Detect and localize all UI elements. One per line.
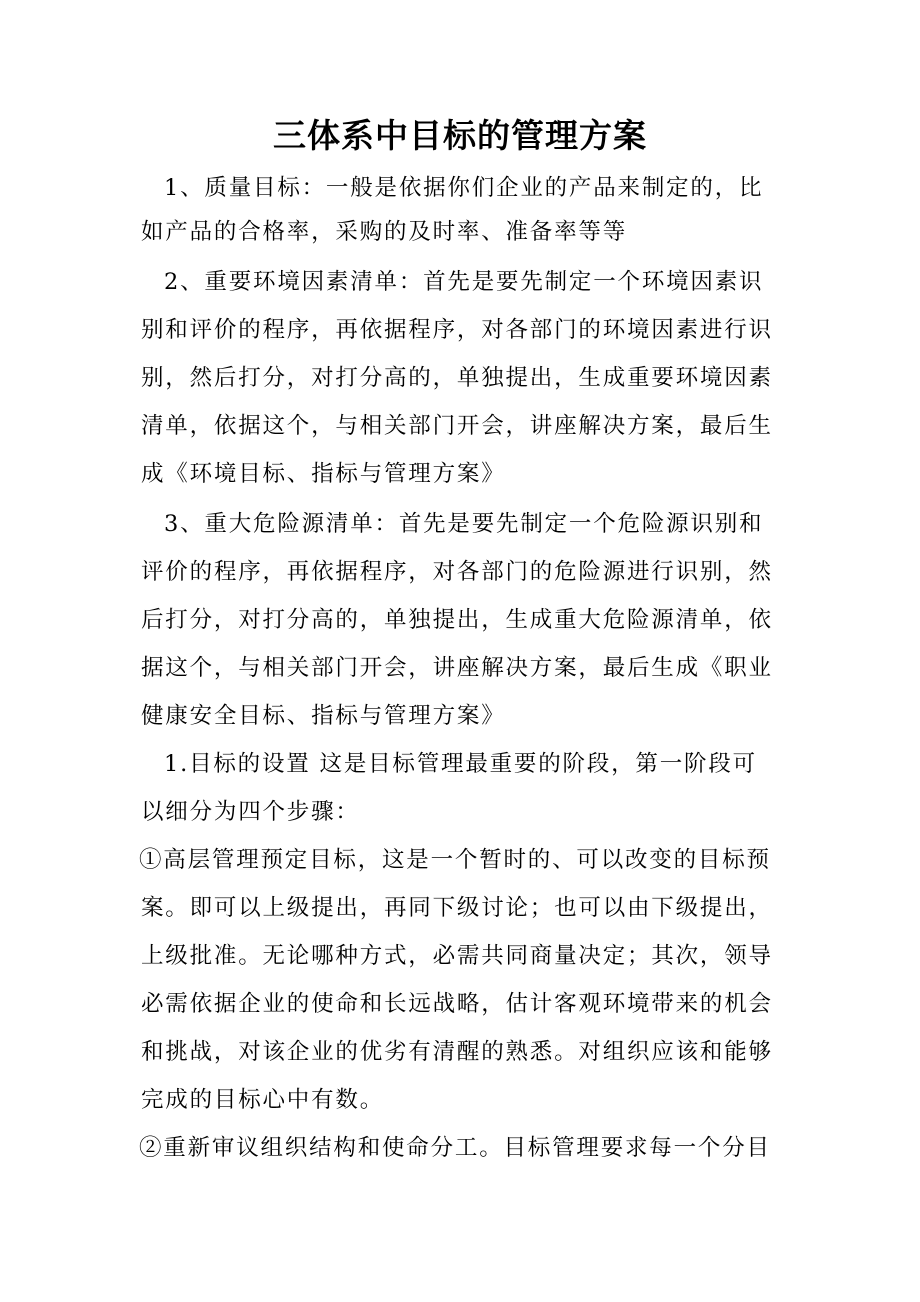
paragraph-line: 和挑战，对该企业的优劣有清醒的熟悉。对组织应该和能够 — [141, 1039, 773, 1065]
paragraph-line: 以细分为四个步骤： — [141, 799, 360, 825]
paragraph-line: 清单，依据这个，与相关部门开会，讲座解决方案，最后生 — [141, 413, 773, 439]
paragraph-line: 2、重要环境因素清单：首先是要先制定一个环境因素识 — [164, 269, 764, 295]
paragraph-line: 案。即可以上级提出，再同下级讨论；也可以由下级提出， — [141, 895, 773, 921]
document-title: 三体系中目标的管理方案 — [273, 116, 647, 155]
paragraph-line: ②重新审议组织结构和使命分工。目标管理要求每一个分目 — [139, 1135, 771, 1161]
paragraph-line: 如产品的合格率，采购的及时率、准备率等等 — [141, 219, 628, 245]
paragraph-line: 健康安全目标、指标与管理方案》 — [141, 703, 506, 729]
paragraph-line: 1.目标的设置 这是目标管理最重要的阶段，第一阶段可 — [164, 751, 757, 777]
paragraph-line: 别和评价的程序，再依据程序，对各部门的环境因素进行识 — [141, 317, 773, 343]
paragraph-line: 别，然后打分，对打分高的，单独提出，生成重要环境因素 — [141, 365, 773, 391]
paragraph-line: 据这个，与相关部门开会，讲座解决方案，最后生成《职业 — [141, 655, 773, 681]
paragraph-line: 评价的程序，再依据程序，对各部门的危险源进行识别，然 — [141, 559, 773, 585]
paragraph-line: 上级批准。无论哪种方式，必需共同商量决定；其次，领导 — [141, 943, 773, 969]
paragraph-line: 成《环境目标、指标与管理方案》 — [141, 461, 506, 487]
paragraph-line: 必需依据企业的使命和长远战略，估计客观环境带来的机会 — [141, 991, 773, 1017]
paragraph-line: 完成的目标心中有数。 — [141, 1087, 385, 1113]
paragraph-line: 3、重大危险源清单：首先是要先制定一个危险源识别和 — [164, 511, 764, 537]
paragraph-line: 1、质量目标：一般是依据你们企业的产品来制定的，比 — [164, 175, 764, 201]
paragraph-line: 后打分，对打分高的，单独提出，生成重大危险源清单，依 — [141, 607, 773, 633]
paragraph-line: ①高层管理预定目标，这是一个暂时的、可以改变的目标预 — [139, 847, 771, 873]
